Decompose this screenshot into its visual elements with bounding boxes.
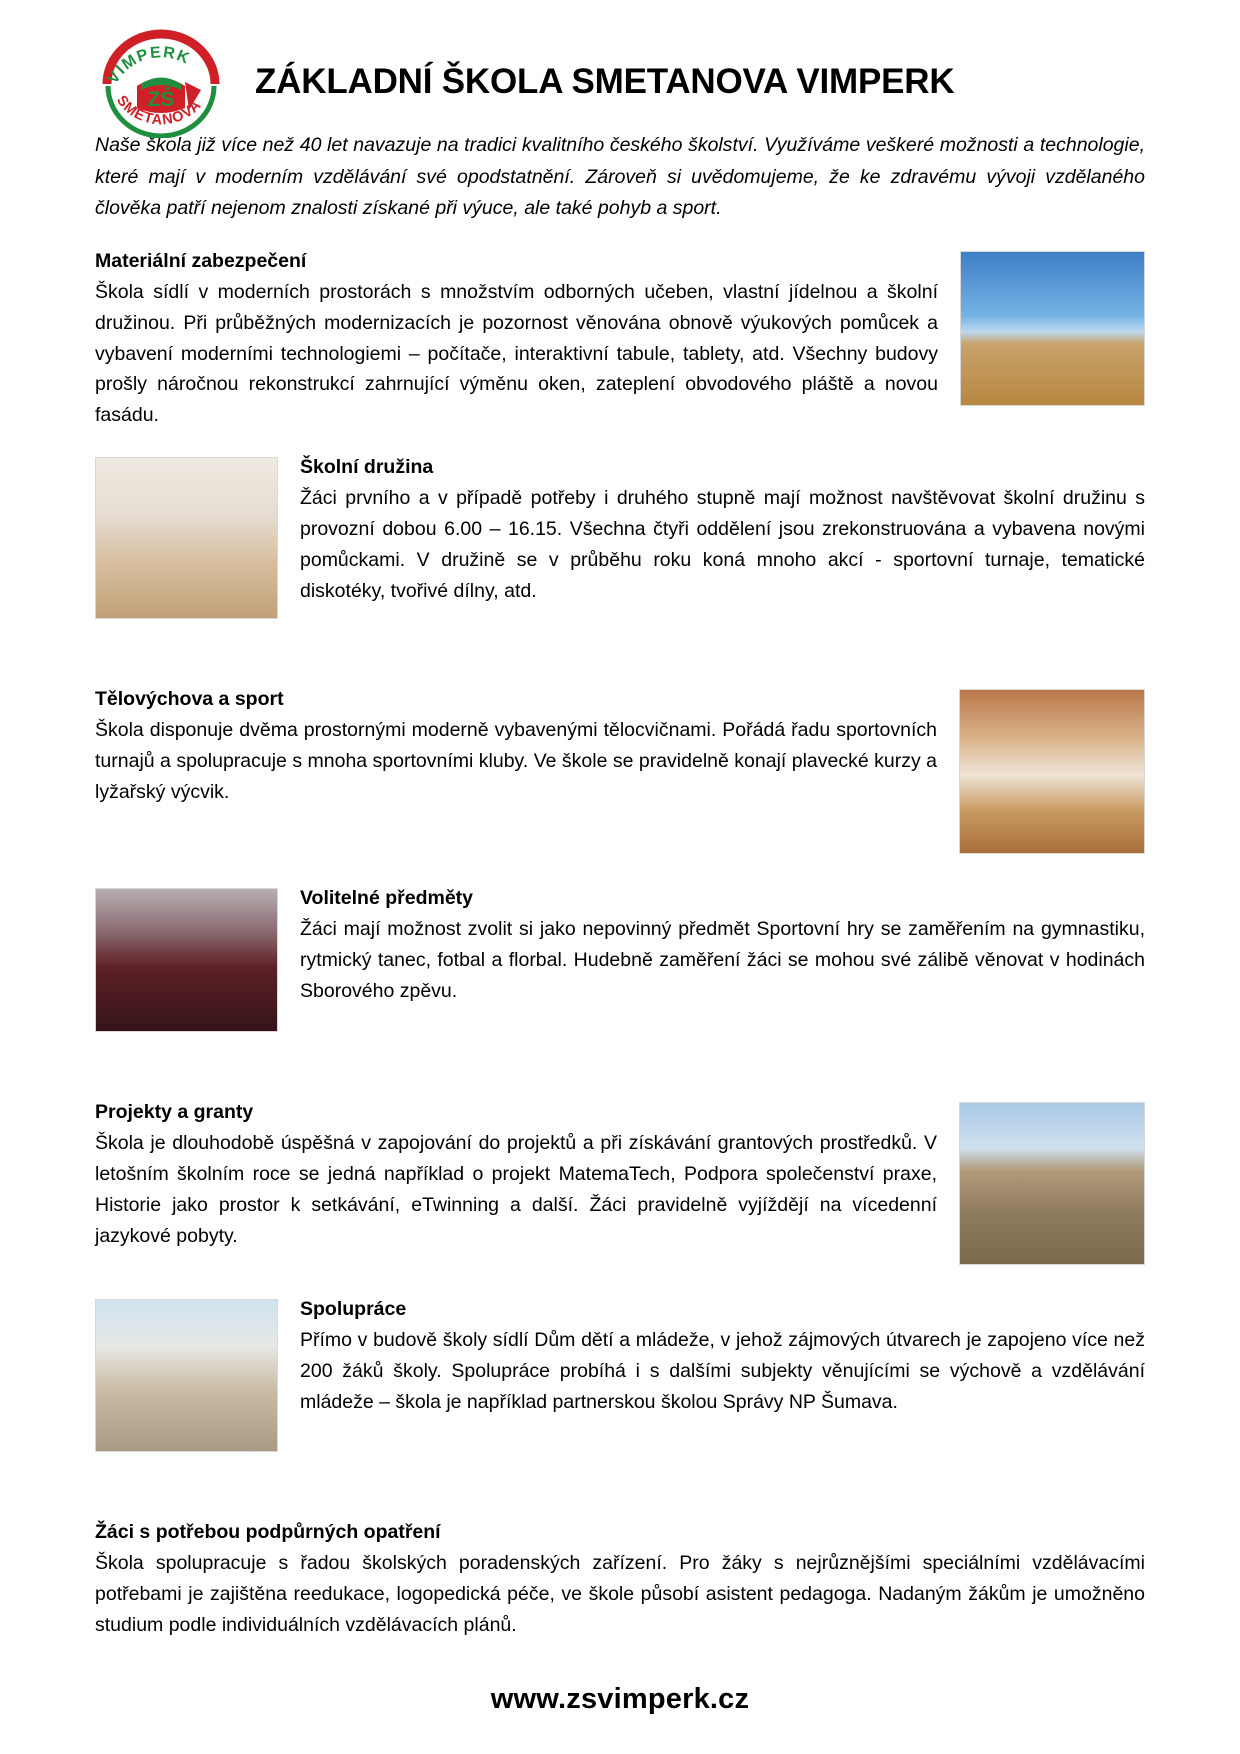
intro-paragraph: Naše škola již více než 40 let navazuje na tradici kvalitního českého školství. Využíváme veškeré možnosti a technologie, které mají v moderním vzdělávání své opodstatnění. Zároveň si uvědomujeme, že ke zdravému vývoji vzdělaného člověka patří nejenom znalosti získané při výuce, ale také pohyb a sport. [95, 134, 1145, 220]
spacer [95, 627, 1145, 663]
spacer [95, 1460, 1145, 1496]
section-sport-body: Škola disponuje dvěma prostornými moderně vybavenými tělocvičnami. Pořádá řadu sportovních turnajů a spolupracuje s mnoha sportovními kluby. Ve škole se pravidelně konají plavecké kurzy a lyžařský výcvik. [95, 719, 937, 803]
section-projects-body: Škola je dlouhodobě úspěšná v zapojování do projektů a při získávání grantových prostředků. V letošním školním roce se jedná například o projekt MatemaTech, Podpora společenství praxe, Historie jako prostor k setkávání, eTwinning a další. Žáci pravidelně vyjíždějí na vícedenní jazykové pobyty. [95, 1132, 937, 1247]
school-logo [97, 26, 225, 138]
section-sport [95, 685, 1145, 862]
castle-excursion-photo [959, 1102, 1145, 1265]
section-school-club-body: Žáci prvního a v případě potřeby i druhého stupně mají možnost navštěvovat školní družinu s provozní dobou 6.00 – 16.15. Všechna čtyři oddělení jsou zrekonstruována a vybavena novými pomůckami. V družině se v průběhu roku koná mnoho akcí - sportovní turnaje, tematické diskotéky, tvořivé dílny, atd. [300, 487, 1145, 602]
gymnasium-image [959, 689, 1145, 854]
castle-excursion-image [959, 1102, 1145, 1265]
section-material-body: Škola sídlí v moderních prostorách s množstvím odborných učeben, vlastní jídelnou a školní družinou. Při průběžných modernizacích je pozornost věnována obnově výukových pomůcek a vybavení moderními technologiemi – počítače, interaktivní tabule, tablety, atd. Všechny budovy prošly náročnou rekonstrukcí zahrnující výměnu oken, zateplení obvodového pláště a novou fasádu. [95, 280, 938, 427]
cooperation-workshop-image [95, 1299, 278, 1452]
section-cooperation-body: Přímo v budově školy sídlí Dům dětí a mládeže, v jehož zájmových útvarech je zapojeno více než 200 žáků školy. Spolupráce probíhá i s dalšími subjekty věnujícími se výchově a vzdělávání mládeže – škola je například partnerskou školou Správy NP Šumava. [300, 1329, 1145, 1413]
website-footer[interactable]: www.zsvimperk.cz [490, 1682, 750, 1715]
school-building-photo [960, 251, 1145, 406]
section-projects-heading: Projekty a granty [95, 1100, 254, 1123]
school-building-image [960, 251, 1145, 406]
section-sport-heading: Tělovýchova a sport [95, 687, 284, 710]
section-material-heading: Materiální zabezpečení [95, 249, 307, 272]
section-school-club-heading: Školní družina [300, 455, 434, 478]
spacer [95, 1040, 1145, 1076]
school-club-image [95, 457, 278, 619]
svg-text:SMETANOVA: SMETANOVA [113, 92, 205, 129]
section-school-club [95, 453, 1145, 627]
section-cooperation [95, 1295, 1145, 1460]
section-support-body: Škola spolupracuje s řadou školských poradenských zařízení. Pro žáky s nejrůznějšími speciálními vzdělávacími potřebami je zajištěna reedukace, logopedická péče, ve škole působí asistent pedagoga. Nadaným žákům je umožněno studium podle individuálních vzdělávacích plánů. [95, 1552, 1145, 1636]
section-support [95, 1518, 1145, 1641]
document-header [95, 0, 1145, 129]
page-title: ZÁKLADNÍ ŠKOLA SMETANOVA VIMPERK [255, 61, 955, 101]
section-cooperation-heading: Spolupráce [300, 1297, 407, 1320]
section-projects [95, 1098, 1145, 1273]
section-support-heading: Žáci s potřebou podpůrných opatření [95, 1520, 441, 1543]
svg-text:ZŠ: ZŠ [147, 88, 175, 111]
section-electives-heading: Volitelné předměty [300, 886, 474, 909]
choir-photo [95, 888, 278, 1032]
cooperation-workshop-photo [95, 1299, 278, 1452]
section-material [95, 247, 1145, 431]
section-electives-body: Žáci mají možnost zvolit si jako nepovinný předmět Sportovní hry se zaměřením na gymnastiku, rytmický tanec, fotbal a florbal. Hudebně zaměření žáci se mohou své zálibě věnovat v hodinách Sborového zpěvu. [300, 918, 1145, 1002]
school-logo-graphic [97, 26, 225, 138]
school-club-photo [95, 457, 278, 619]
gymnasium-photo [959, 689, 1145, 854]
choir-image [95, 888, 278, 1032]
section-electives [95, 884, 1145, 1040]
svg-text:VIMPERK: VIMPERK [104, 44, 193, 87]
